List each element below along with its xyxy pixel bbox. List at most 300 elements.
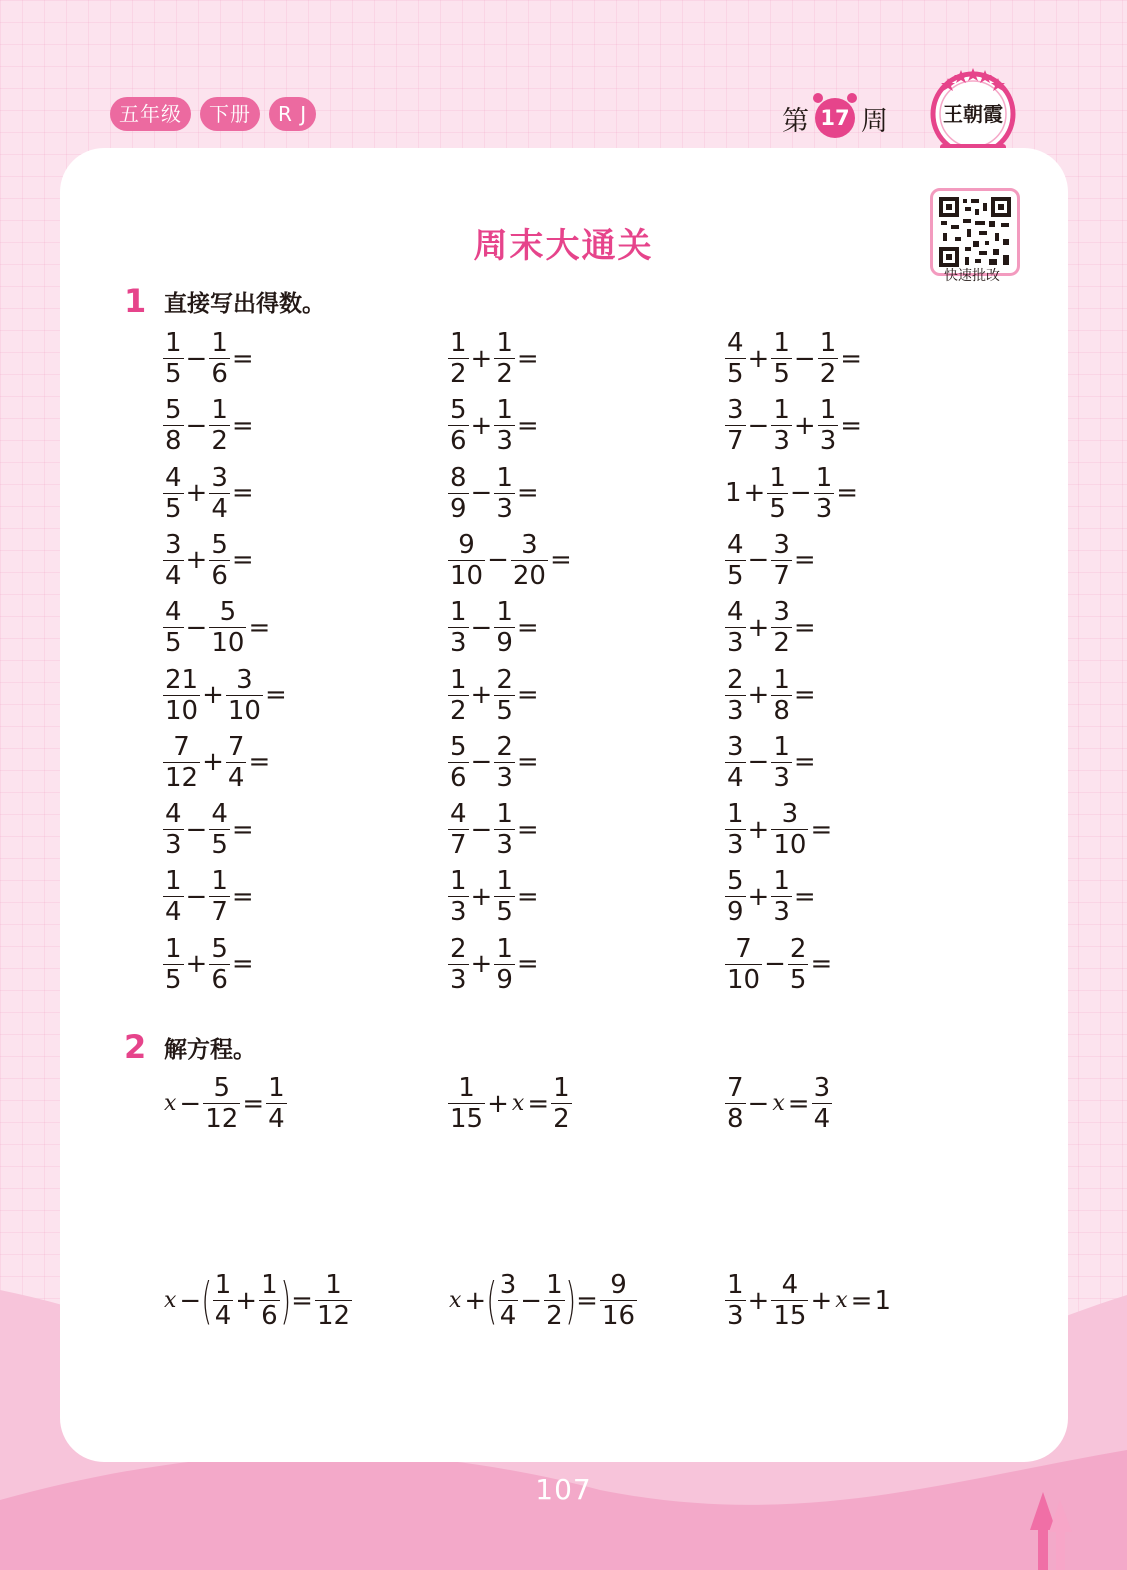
numerator: 1 — [450, 597, 467, 628]
numerator: 1 — [553, 1073, 570, 1103]
exercise-item — [447, 330, 540, 387]
math-operator: = — [264, 680, 287, 710]
math-operator: − — [185, 410, 208, 441]
denominator: 2 — [450, 359, 467, 389]
denominator: 3 — [819, 426, 837, 457]
fraction — [163, 462, 184, 524]
fraction — [771, 529, 792, 591]
parenthesis: ) — [565, 1271, 576, 1330]
numerator: 1 — [165, 933, 182, 964]
numerator: 2 — [727, 664, 744, 695]
denominator: 15 — [450, 1104, 484, 1134]
denominator: 6 — [450, 426, 467, 457]
fraction — [771, 799, 808, 861]
math-operator: = — [793, 747, 816, 778]
numerator: 1 — [211, 395, 228, 426]
fraction — [163, 330, 184, 387]
section-2-header — [124, 1028, 256, 1066]
math-operator: − — [179, 1088, 202, 1119]
denominator: 10 — [450, 560, 484, 591]
math-operator: = — [231, 949, 254, 980]
exercise-item — [724, 529, 817, 591]
qr-code[interactable] — [930, 188, 1020, 276]
numerator: 1 — [450, 328, 467, 358]
decorative-arrows-icon — [1028, 1490, 1078, 1570]
math-operator: − — [747, 1088, 770, 1119]
numerator: 1 — [819, 395, 837, 426]
fraction — [725, 1075, 746, 1132]
denominator: 4 — [165, 560, 182, 591]
variable-x: x — [511, 1091, 525, 1116]
denominator: 5 — [165, 493, 182, 524]
math-operator: + — [743, 478, 766, 509]
denominator: 10 — [773, 830, 807, 861]
numerator: 7 — [735, 933, 752, 964]
fraction — [498, 1272, 519, 1329]
denominator: 5 — [769, 493, 786, 524]
fraction — [818, 330, 839, 387]
denominator: 4 — [813, 1104, 831, 1134]
numerator: 9 — [610, 1270, 627, 1300]
numerator: 1 — [815, 462, 833, 493]
denominator: 3 — [496, 762, 513, 793]
math-operator: = — [840, 410, 863, 441]
numerator: 4 — [727, 597, 744, 628]
numerator: 1 — [496, 328, 513, 358]
exercise-item — [447, 529, 573, 591]
week-suffix: 周 — [861, 105, 888, 137]
fraction — [771, 664, 792, 726]
math-operator: = — [248, 612, 271, 643]
denominator: 10 — [211, 628, 245, 659]
numerator: 1 — [496, 395, 513, 426]
numerator: 5 — [219, 597, 237, 628]
numerator: 1 — [769, 462, 786, 493]
fraction — [259, 1272, 280, 1329]
page-number: 107 — [535, 1473, 592, 1506]
fraction — [600, 1272, 637, 1329]
fraction — [494, 933, 515, 995]
numerator: 5 — [727, 866, 744, 897]
numerator: 1 — [496, 866, 513, 897]
math-operator: − — [793, 343, 816, 374]
fraction — [163, 529, 184, 591]
exercise-item — [724, 462, 859, 524]
exercise-item — [162, 330, 255, 387]
denominator: 5 — [165, 964, 182, 995]
denominator: 8 — [165, 426, 182, 457]
numerator: 4 — [781, 1270, 799, 1300]
math-operator: = — [549, 545, 572, 576]
math-operator: = — [516, 680, 539, 710]
fraction — [163, 933, 184, 995]
exercise-item — [447, 731, 540, 793]
numerator: 3 — [211, 462, 228, 493]
fraction — [771, 330, 792, 387]
fraction — [448, 462, 469, 524]
math-operator: = — [231, 545, 254, 576]
fraction — [163, 731, 200, 793]
denominator: 3 — [165, 830, 182, 861]
math-operator: = — [810, 949, 833, 980]
denominator: 6 — [261, 1301, 278, 1331]
fraction — [315, 1272, 352, 1329]
page-title: 周末大通关 — [473, 226, 654, 266]
math-operator: − — [470, 612, 493, 643]
math-operator: = — [231, 410, 254, 441]
numerator: 3 — [781, 799, 799, 830]
math-operator: = — [231, 343, 254, 374]
fraction — [163, 799, 184, 861]
exercise-item — [162, 395, 255, 457]
denominator: 3 — [727, 628, 744, 659]
fraction — [448, 1075, 485, 1132]
math-operator: = — [516, 747, 539, 778]
fraction — [494, 330, 515, 387]
fraction — [788, 933, 809, 995]
equation-item — [724, 1075, 833, 1132]
denominator: 5 — [727, 560, 744, 591]
math-operator: = — [793, 680, 816, 710]
exercise-item — [724, 933, 833, 995]
exercise-item — [447, 597, 540, 659]
variable-x: x — [164, 1288, 177, 1313]
numerator: 1 — [727, 1270, 744, 1300]
math-operator: − — [747, 747, 770, 778]
numerator: 9 — [458, 529, 475, 560]
denominator: 10 — [727, 964, 761, 995]
fraction — [226, 664, 263, 726]
math-operator: 1 — [725, 478, 742, 509]
numerator: 3 — [773, 597, 790, 628]
math-operator: − — [470, 747, 493, 778]
numerator: 5 — [450, 731, 467, 762]
math-operator: + — [470, 680, 493, 710]
fraction — [448, 866, 469, 928]
math-operator: = — [793, 612, 816, 643]
qr-label: 快速批改 — [944, 268, 1000, 284]
denominator: 4 — [499, 1301, 517, 1331]
numerator: 1 — [261, 1270, 278, 1300]
math-operator: + — [747, 612, 770, 643]
exercise-item — [162, 866, 255, 928]
math-operator: = — [810, 814, 833, 845]
math-operator: = — [787, 1088, 810, 1119]
math-operator: + — [747, 343, 770, 374]
denominator: 4 — [268, 1104, 285, 1134]
numerator: 3 — [813, 1073, 831, 1103]
math-operator: + — [793, 410, 816, 441]
fraction — [818, 395, 839, 457]
math-operator: + — [202, 680, 224, 710]
fraction — [725, 731, 746, 793]
math-operator: + — [185, 478, 208, 509]
numerator: 3 — [521, 529, 538, 560]
denominator: 3 — [727, 1301, 744, 1331]
fraction — [771, 395, 792, 457]
fraction — [551, 1075, 572, 1132]
math-operator: = — [516, 478, 539, 509]
math-operator: = — [516, 949, 539, 980]
fraction — [725, 933, 762, 995]
fraction — [209, 866, 230, 928]
numerator: 5 — [165, 395, 182, 426]
fraction — [725, 330, 746, 387]
denominator: 15 — [773, 1301, 807, 1331]
denominator: 6 — [211, 964, 228, 995]
denominator: 3 — [727, 695, 744, 726]
math-operator: + — [464, 1285, 487, 1316]
numerator: 1 — [773, 395, 790, 426]
variable-x: x — [164, 1091, 177, 1116]
math-operator: = — [850, 1285, 873, 1316]
fraction — [209, 395, 230, 457]
denominator: 3 — [773, 426, 790, 457]
denominator: 10 — [165, 695, 199, 726]
grade-tag: 五年级 — [110, 97, 191, 131]
math-operator: = — [231, 478, 254, 509]
denominator: 3 — [773, 762, 790, 793]
denominator: 6 — [450, 762, 467, 793]
section-title: 直接写出得数。 — [164, 290, 325, 317]
fraction — [163, 664, 200, 726]
numerator: 1 — [458, 1073, 475, 1103]
math-operator: = — [231, 814, 254, 845]
fraction — [209, 799, 230, 861]
denominator: 2 — [450, 695, 467, 726]
exercise-item — [724, 664, 817, 726]
numerator: 1 — [211, 328, 228, 358]
math-operator: + — [470, 410, 493, 441]
section-number: 1 — [124, 282, 147, 320]
fraction — [266, 1075, 287, 1132]
numerator: 4 — [165, 597, 182, 628]
equation-item — [447, 1075, 573, 1132]
math-operator: = — [516, 612, 539, 643]
fraction — [163, 866, 184, 928]
exercise-item — [162, 597, 271, 659]
math-operator: = — [242, 1088, 265, 1119]
denominator: 8 — [727, 1104, 744, 1134]
denominator: 3 — [496, 426, 513, 457]
exercise-item — [724, 866, 817, 928]
math-operator: + — [470, 343, 493, 374]
denominator: 4 — [727, 762, 744, 793]
numerator: 3 — [773, 529, 790, 560]
numerator: 4 — [727, 529, 744, 560]
math-operator: − — [185, 343, 208, 374]
fraction — [771, 1272, 808, 1329]
numerator: 7 — [727, 1073, 744, 1103]
math-operator: − — [470, 814, 493, 845]
denominator: 4 — [211, 493, 228, 524]
denominator: 2 — [819, 359, 837, 389]
numerator: 4 — [211, 799, 228, 830]
denominator: 9 — [450, 493, 467, 524]
denominator: 5 — [165, 628, 182, 659]
fraction — [163, 395, 184, 457]
math-operator: = — [840, 343, 863, 374]
exercise-item — [162, 664, 288, 726]
math-operator: − — [747, 410, 770, 441]
fraction — [226, 731, 247, 793]
fraction — [209, 462, 230, 524]
fraction — [494, 597, 515, 659]
fraction — [725, 866, 746, 928]
numerator: 1 — [496, 462, 513, 493]
qr-pattern-icon — [939, 197, 1011, 267]
numerator: 3 — [499, 1270, 517, 1300]
denominator: 5 — [211, 830, 228, 861]
math-operator: = — [231, 881, 254, 912]
numerator: 7 — [227, 731, 245, 762]
denominator: 7 — [211, 897, 228, 928]
fraction — [209, 330, 230, 387]
math-operator: − — [185, 612, 208, 643]
math-operator: + — [747, 680, 770, 710]
numerator: 3 — [727, 731, 744, 762]
denominator: 3 — [815, 493, 833, 524]
math-operator: = — [291, 1285, 313, 1316]
math-operator: = — [576, 1285, 598, 1316]
week-indicator — [782, 98, 888, 138]
fraction — [494, 395, 515, 457]
fraction — [448, 664, 469, 726]
denominator: 9 — [496, 964, 513, 995]
equation-item — [162, 1272, 353, 1329]
numerator: 1 — [450, 664, 467, 695]
numerator: 5 — [450, 395, 467, 426]
fraction — [814, 462, 835, 524]
denominator: 5 — [496, 897, 513, 928]
numerator: 1 — [165, 866, 182, 897]
fraction — [448, 395, 469, 457]
numerator: 1 — [773, 731, 790, 762]
exercise-item — [447, 462, 540, 524]
parenthesis: ( — [486, 1271, 498, 1330]
numerator: 1 — [450, 866, 467, 897]
numerator: 1 — [211, 866, 228, 897]
math-operator: + — [202, 747, 224, 778]
math-operator: − — [185, 814, 208, 845]
fraction — [448, 799, 469, 861]
numerator: 3 — [727, 395, 744, 426]
week-prefix: 第 — [782, 105, 809, 137]
math-operator: + — [185, 545, 208, 576]
edition-tag: R J — [269, 97, 316, 131]
denominator: 4 — [214, 1301, 232, 1331]
denominator: 3 — [450, 964, 467, 995]
math-operator: = — [527, 1088, 550, 1119]
denominator: 2 — [496, 359, 513, 389]
numerator: 2 — [450, 933, 467, 964]
denominator: 7 — [450, 830, 467, 861]
section-title: 解方程。 — [164, 1036, 256, 1063]
variable-x: x — [449, 1288, 462, 1313]
numerator: 2 — [496, 731, 513, 762]
denominator: 3 — [773, 897, 790, 928]
fraction — [448, 330, 469, 387]
math-operator: + — [810, 1285, 833, 1316]
math-operator: 1 — [874, 1285, 891, 1316]
fraction — [494, 462, 515, 524]
fraction — [494, 866, 515, 928]
fraction — [771, 866, 792, 928]
math-operator: = — [516, 343, 539, 374]
parenthesis: ( — [201, 1271, 213, 1330]
exercise-item — [724, 330, 863, 387]
denominator: 5 — [727, 359, 744, 389]
numerator: 1 — [496, 933, 513, 964]
exercise-item — [724, 597, 817, 659]
numerator: 1 — [496, 597, 513, 628]
math-operator: = — [836, 478, 859, 509]
fraction — [767, 462, 788, 524]
numerator: 5 — [211, 933, 228, 964]
math-operator: − — [789, 478, 812, 509]
grade-tags — [110, 97, 316, 131]
fraction — [511, 529, 548, 591]
exercise-item — [724, 799, 833, 861]
fraction — [163, 597, 184, 659]
exercise-item — [162, 933, 255, 995]
fraction — [725, 1272, 746, 1329]
numerator: 8 — [450, 462, 467, 493]
denominator: 6 — [211, 359, 228, 389]
fraction — [771, 731, 792, 793]
math-operator: = — [516, 814, 539, 845]
fraction — [209, 529, 230, 591]
exercise-item — [447, 664, 540, 726]
math-operator: = — [248, 747, 271, 778]
denominator: 5 — [165, 359, 182, 389]
numerator: 4 — [450, 799, 467, 830]
math-operator: − — [520, 1285, 543, 1316]
exercise-item — [162, 462, 255, 524]
section-1-header — [124, 282, 325, 320]
numerator: 2 — [496, 664, 513, 695]
fraction — [209, 933, 230, 995]
denominator: 7 — [727, 426, 744, 457]
numerator: 1 — [727, 799, 744, 830]
numerator: 1 — [819, 328, 837, 358]
numerator: 1 — [165, 328, 182, 358]
fraction — [812, 1075, 833, 1132]
denominator: 9 — [727, 897, 744, 928]
equation-item — [162, 1075, 288, 1132]
denominator: 12 — [205, 1104, 239, 1134]
numerator: 3 — [165, 529, 182, 560]
denominator: 2 — [546, 1301, 563, 1331]
section-number: 2 — [124, 1028, 147, 1066]
numerator: 4 — [727, 328, 744, 358]
fraction — [448, 731, 469, 793]
week-number-badge: 17 — [815, 98, 855, 138]
denominator: 5 — [496, 695, 513, 726]
denominator: 4 — [165, 897, 182, 928]
svg-text:王朝霞: 王朝霞 — [943, 102, 1003, 126]
exercise-item — [447, 866, 540, 928]
math-operator: + — [185, 949, 208, 980]
fraction — [725, 664, 746, 726]
equation-item — [447, 1272, 638, 1329]
numerator: 1 — [773, 866, 790, 897]
denominator: 3 — [496, 493, 513, 524]
denominator: 5 — [773, 359, 790, 389]
fraction — [725, 799, 746, 861]
equation-item — [724, 1272, 892, 1329]
fraction — [494, 664, 515, 726]
